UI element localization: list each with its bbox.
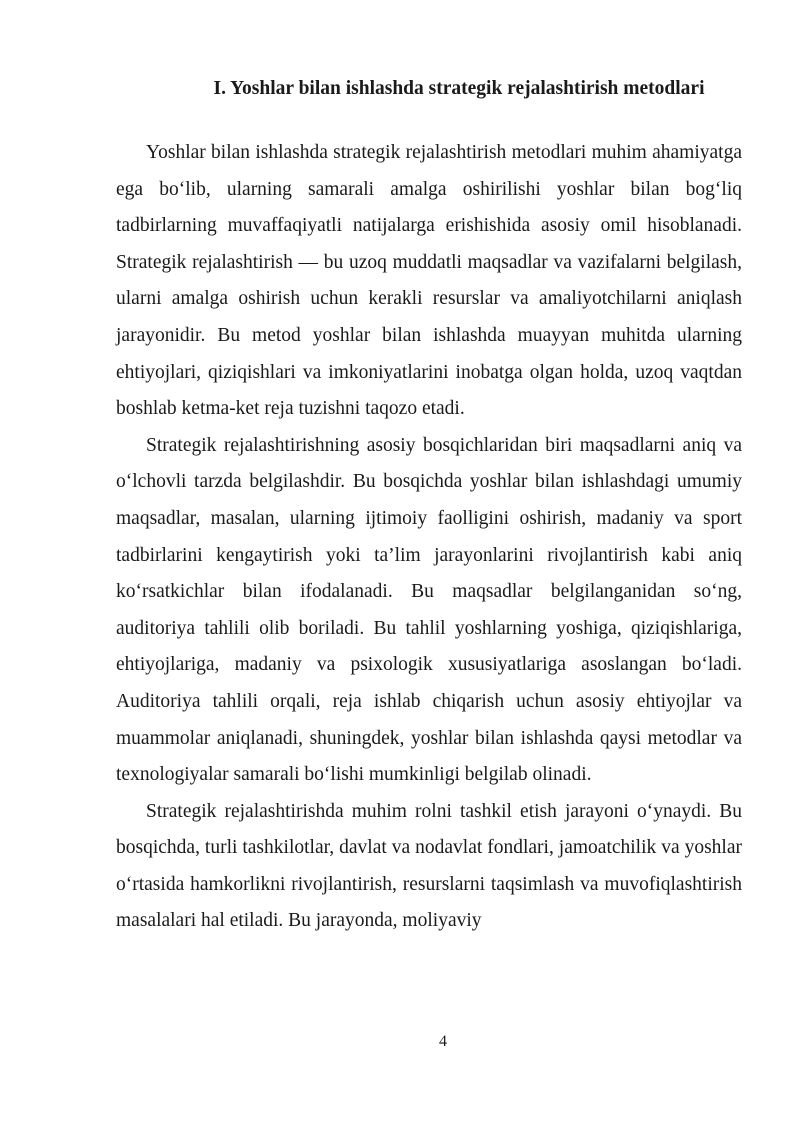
paragraph-3: Strategik rejalashtirishda muhim rolni tashkil etish jarayoni o‘ynaydi. Bu bosqichda, turli tashkilotlar, davlat va nodavlat fondlari, jamoatchilik va yoshlar o‘rtasida hamkorlikni rivojlantirish, resurslarni taqsimlash va muvofiqlashtirish masalalari hal etiladi. Bu jarayonda, moliyaviy <box>116 800 742 932</box>
body-text <box>116 135 742 940</box>
paragraph-1: Yoshlar bilan ishlashda strategik rejalashtirish metodlari muhim ahamiyatga ega bo‘lib, ularning samarali amalga oshirilishi yoshlar bilan bog‘liq tadbirlarning muvaffaqiyatli natijalarga erishishida asosiy omil hisoblanadi. Strategik rejalashtirish — bu uzoq muddatli maqsadlar va vazifalarni belgilash, ularni amalga oshirish uchun kerakli resurslar va amaliyotchilarni aniqlash jarayonidir. Bu metod yoshlar bilan ishlashda muayyan muhitda ularning ehtiyojlari, qiziqishlari va imkoniyatlarini inobatga olgan holda, uzoq vaqtdan boshlab ketma-ket reja tuzishni taqozo etadi. <box>116 142 742 420</box>
page-number: 4 <box>439 1033 447 1050</box>
paragraph-2: Strategik rejalashtirishning asosiy bosqichlaridan biri maqsadlarni aniq va o‘lchovli tarzda belgilashdir. Bu bosqichda yoshlar bilan ishlashdagi umumiy maqsadlar, masalan, ularning ijtimoiy faolligini oshirish, madaniy va sport tadbirlarini kengaytirish yoki ta’lim jarayonlarini rivojlantirish kabi aniq ko‘rsatkichlar bilan ifodalanadi. Bu maqsadlar belgilanganidan so‘ng, auditoriya tahlili olib boriladi. Bu tahlil yoshlarning yoshiga, qiziqishlariga, ehtiyojlariga, madaniy va psixologik xususiyatlariga asoslangan bo‘ladi. Auditoriya tahlili orqali, reja ishlab chiqarish uchun asosiy ehtiyojlar va muammolar aniqlanadi, shuningdek, yoshlar bilan ishlashda qaysi metodlar va texnologiyalar samarali bo‘lishi mumkinligi belgilab olinadi. <box>116 434 742 786</box>
section-heading: I. Yoshlar bilan ishlashda strategik rejalashtirish metodlari <box>213 78 705 99</box>
